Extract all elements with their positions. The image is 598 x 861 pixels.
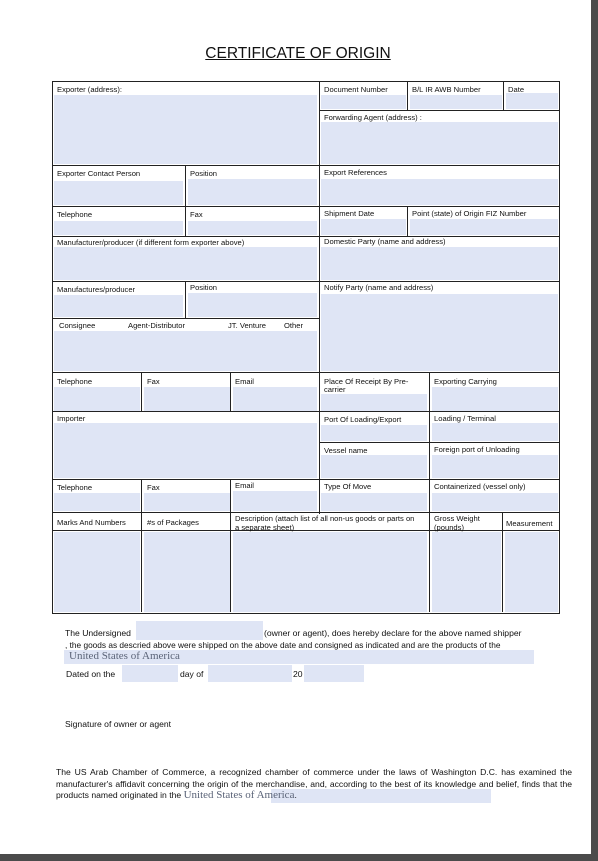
shipment-date-field[interactable]: [321, 219, 406, 235]
year-prefix-label: 20: [293, 669, 303, 679]
chamber-end: .: [294, 790, 297, 800]
point-of-origin-field[interactable]: [410, 219, 558, 235]
grid-line: [185, 165, 186, 236]
notify-party-field[interactable]: [321, 294, 558, 371]
signature-label: Signature of owner or agent: [65, 719, 172, 729]
grid-line: [429, 372, 430, 612]
gross-weight-field[interactable]: [432, 532, 501, 612]
chamber-paragraph: [56, 767, 572, 802]
containerized-label: Containerized (vessel only): [434, 482, 526, 491]
telephone-label-2: Telephone: [57, 377, 93, 386]
email-label-2: Email: [235, 481, 254, 490]
consignee-label: Consignee: [59, 321, 96, 330]
exporting-carrying-field[interactable]: [432, 387, 558, 411]
point-of-origin-label: Point (state) of Origin FIZ Number: [412, 209, 527, 218]
port-of-loading-label: Port Of Loading/Export: [324, 415, 402, 424]
exporter-label: Exporter (address):: [57, 85, 122, 94]
agent-distributor-label: Agent-Distributor: [128, 321, 185, 330]
fax-field-3[interactable]: [144, 493, 230, 511]
owner-agent-text: (owner or agent), does hereby declare for the above named shipper: [264, 628, 522, 638]
telephone-field-2[interactable]: [54, 387, 140, 411]
grid-line: [52, 372, 560, 373]
grid-line: [230, 372, 231, 412]
fax-label-2: Fax: [147, 377, 160, 386]
consignee-field[interactable]: [54, 331, 317, 371]
email-label: Email: [235, 377, 254, 386]
form-border-right: [559, 81, 560, 614]
grid-line: [502, 512, 503, 612]
form-border-left: [52, 81, 53, 614]
telephone-label-3: Telephone: [57, 483, 93, 492]
grid-line: [52, 318, 320, 319]
marks-numbers-label: Marks And Numbers: [57, 518, 126, 527]
domestic-party-field[interactable]: [321, 247, 558, 280]
chamber-country-value: United States of America: [183, 789, 295, 801]
manufacturer-field[interactable]: [54, 247, 317, 280]
shipment-date-label: Shipment Date: [324, 209, 375, 218]
email-field-2[interactable]: [233, 491, 317, 511]
document-number-label: Document Number: [324, 85, 388, 94]
products-of-country-value: United States of America: [69, 650, 180, 662]
loading-terminal-label: Loading / Terminal: [434, 414, 496, 423]
num-packages-label: #s of Packages: [147, 518, 199, 527]
type-of-move-label: Type Of Move: [324, 482, 372, 491]
grid-line: [52, 281, 560, 282]
marks-numbers-field[interactable]: [54, 532, 140, 612]
dated-year-field[interactable]: [304, 665, 364, 682]
chamber-paragraph-text: The US Arab Chamber of Commerce, a recognized chamber of commerce under the laws of Washington D.C. has examined the manufacturer's affidavit concerning the origin of the merchandise, and, according to the best of its knowledge and belief, finds that the products named originated in the: [56, 767, 572, 800]
exporter-contact-field[interactable]: [54, 181, 183, 205]
grid-line: [141, 372, 142, 412]
fax-field[interactable]: [188, 221, 317, 235]
grid-line: [320, 110, 560, 111]
containerized-field[interactable]: [432, 493, 558, 511]
loading-terminal-field[interactable]: [432, 423, 558, 441]
manufactures-producer-label: Manufactures/producer: [57, 285, 136, 294]
manufacturer-label: Manufacturer/producer (if different form exporter above): [57, 238, 245, 247]
grid-line: [503, 81, 504, 110]
form-border-bottom: [52, 613, 560, 614]
fax-label-3: Fax: [147, 483, 160, 492]
exporter-address-field[interactable]: [54, 95, 317, 164]
port-of-loading-field[interactable]: [321, 425, 427, 441]
jt-venture-label: JT. Venture: [228, 321, 266, 330]
telephone-label: Telephone: [57, 210, 93, 219]
position-label-2: Position: [190, 283, 218, 292]
forwarding-agent-field[interactable]: [321, 122, 558, 164]
num-packages-field[interactable]: [144, 532, 230, 612]
dated-day-field[interactable]: [122, 665, 178, 682]
other-label: Other: [284, 321, 303, 330]
domestic-party-label: Domestic Party (name and address): [324, 237, 446, 246]
place-of-receipt-field[interactable]: [321, 394, 427, 411]
date-label: Date: [508, 85, 525, 94]
grid-line: [230, 479, 231, 612]
vessel-name-field[interactable]: [321, 455, 427, 478]
grid-line: [52, 512, 560, 513]
fax-field-2[interactable]: [144, 387, 230, 411]
fax-label: Fax: [190, 210, 203, 219]
telephone-field[interactable]: [54, 221, 183, 235]
declaration-line-2: , the goods as descried above were shipped on the above date and consigned as indicated and are the products of the: [65, 640, 501, 650]
grid-line: [52, 411, 560, 412]
grid-line: [52, 479, 560, 480]
foreign-port-label: Foreign port of Unloading: [434, 445, 520, 454]
grid-line: [185, 281, 186, 318]
undersigned-name-field[interactable]: [136, 621, 263, 640]
notify-party-label: Notify Party (name and address): [324, 283, 434, 292]
importer-label: Importer: [57, 414, 86, 423]
grid-line: [52, 236, 560, 237]
position-field-2[interactable]: [188, 293, 317, 317]
description-field[interactable]: [233, 532, 427, 612]
exporter-contact-label: Exporter Contact Person: [57, 169, 141, 178]
the-undersigned-label: The Undersigned: [65, 628, 131, 638]
manufactures-producer-field[interactable]: [54, 295, 183, 317]
dated-on-the-label: Dated on the: [66, 669, 116, 679]
bl-number-label: B/L IR AWB Number: [412, 85, 481, 94]
form-border-top: [52, 81, 560, 82]
forwarding-agent-label: Forwarding Agent (address) :: [324, 113, 422, 122]
grid-line: [320, 442, 560, 443]
type-of-move-field[interactable]: [321, 493, 427, 511]
description-label: Description (attach list of all non-us goods or parts on a separate sheet): [235, 514, 415, 532]
exporting-carrying-label: Exporting Carrying: [434, 377, 497, 386]
vessel-name-label: Vessel name: [324, 446, 368, 455]
grid-line: [52, 165, 560, 166]
position-label: Position: [190, 169, 218, 178]
place-of-receipt-label: Place Of Receipt By Pre-carrier: [324, 377, 409, 394]
grid-line: [52, 206, 560, 207]
grid-line: [141, 479, 142, 612]
day-of-label: day of: [180, 669, 204, 679]
export-references-label: Export References: [324, 168, 387, 177]
measurement-label: Measurement: [506, 519, 553, 528]
grid-line: [407, 206, 408, 236]
dated-month-field[interactable]: [208, 665, 292, 682]
foreign-port-field[interactable]: [432, 455, 558, 478]
document-number-field[interactable]: [321, 95, 406, 109]
page-title: CERTIFICATE OF ORIGIN: [205, 45, 391, 62]
bl-number-field[interactable]: [410, 95, 502, 109]
date-field[interactable]: [506, 93, 558, 109]
measurement-field[interactable]: [505, 532, 558, 612]
grid-line: [407, 81, 408, 110]
telephone-field-3[interactable]: [54, 493, 140, 511]
export-references-field[interactable]: [321, 179, 558, 205]
position-field[interactable]: [188, 179, 317, 205]
email-field[interactable]: [233, 387, 317, 411]
form-divider-center: [319, 81, 320, 514]
importer-field[interactable]: [54, 423, 317, 478]
gross-weight-label: Gross Weight (pounds): [434, 514, 480, 532]
